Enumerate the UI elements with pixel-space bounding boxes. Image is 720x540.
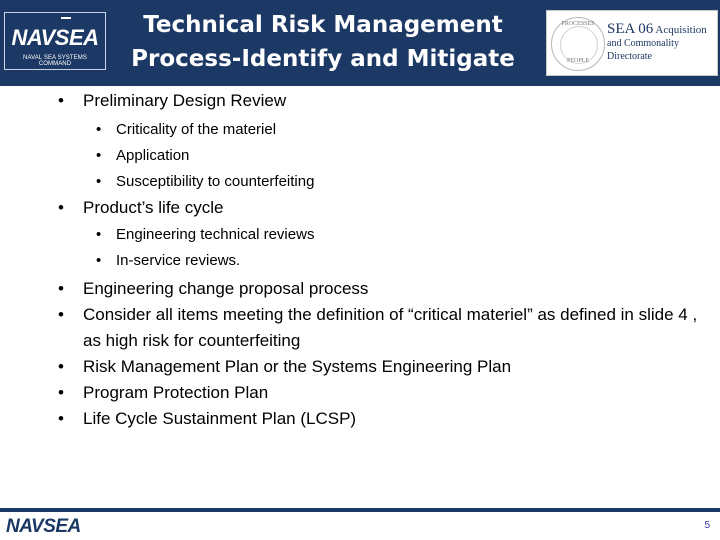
bullet-text: Life Cycle Sustainment Plan (LCSP): [83, 409, 357, 428]
navsea-logo-subtext: NAVAL SEA SYSTEMS COMMAND: [23, 55, 87, 67]
sub-bullet-list-group1: [96, 117, 696, 195]
sea06-logo: [546, 10, 718, 76]
bullet-text: Risk Management Plan or the Systems Engineering Plan: [83, 357, 512, 376]
bullet-dot: •: [96, 121, 102, 138]
page-number: 5: [704, 520, 710, 531]
sub-bullet-item: [96, 248, 696, 274]
bullet-dot: •: [58, 305, 64, 324]
footer-logo-text: NAVSEA: [6, 516, 81, 537]
footer-rule: [0, 508, 720, 512]
bullet-dot: •: [58, 409, 64, 428]
bullet-dot: •: [58, 357, 64, 376]
bullet-item: [58, 276, 718, 302]
bullet-dot: •: [96, 147, 102, 164]
sub-bullet-item: [96, 222, 696, 248]
bullet-dot: •: [96, 252, 102, 269]
bullet-dot: •: [58, 279, 64, 298]
bullet-dot: •: [96, 173, 102, 190]
sea06-logo-text: [607, 23, 717, 63]
navsea-logo-text: NAVSEA: [11, 25, 99, 50]
sub-bullet-text: In-service reviews.: [116, 252, 241, 269]
bullet-list-main: [58, 276, 718, 432]
bullet-dot: •: [58, 198, 64, 217]
sea06-line-1: [607, 23, 717, 37]
bullet-text: Product’s life cycle: [83, 198, 224, 217]
sub-bullet-list-group2: [96, 222, 696, 274]
bullet-text: Consider all items meeting the definition of “critical materiel” as defined in slide 4 , as high risk for counterfeiting: [83, 305, 698, 350]
sea06-line-2: and Commonality Directorate: [607, 38, 679, 62]
bullet-text: Engineering change proposal process: [83, 279, 369, 298]
bullet-dot: •: [58, 91, 64, 110]
bullet-item: [58, 88, 698, 114]
sub-bullet-text: Criticality of the materiel: [116, 121, 277, 138]
sea06-code: SEA 06: [607, 21, 654, 37]
bullet-text: Preliminary Design Review: [83, 91, 287, 110]
bullet-item: [58, 302, 718, 354]
sub-bullet-item: [96, 143, 696, 169]
sub-bullet-item: [96, 169, 696, 195]
sea06-word: Acquisition: [655, 24, 707, 36]
navsea-logo: [4, 12, 106, 70]
title-line-1: Technical Risk Management: [143, 12, 503, 38]
footer-navsea-logo: [6, 516, 86, 538]
title-line-2: Process-Identify and Mitigate: [131, 46, 515, 72]
bullet-item: [58, 380, 718, 406]
sub-bullet-text: Engineering technical reviews: [116, 226, 315, 243]
header-banner: [0, 0, 720, 86]
seal-bottom-text: PEOPLE: [566, 58, 589, 64]
bullet-list-group1: [58, 88, 698, 114]
bullet-list-group2: [58, 195, 698, 221]
bullet-item: [58, 406, 718, 432]
sea06-seal-icon: [551, 17, 605, 71]
slide-title: [108, 8, 538, 76]
sub-bullet-text: Susceptibility to counterfeiting: [116, 173, 315, 190]
seal-top-text: PROCESSES: [561, 21, 595, 27]
logo-mark: [61, 17, 71, 19]
bullet-item: [58, 354, 718, 380]
bullet-dot: •: [96, 226, 102, 243]
sub-bullet-item: [96, 117, 696, 143]
bullet-text: Program Protection Plan: [83, 383, 269, 402]
sub-bullet-text: Application: [116, 147, 190, 164]
bullet-item: [58, 195, 698, 221]
bullet-dot: •: [58, 383, 64, 402]
